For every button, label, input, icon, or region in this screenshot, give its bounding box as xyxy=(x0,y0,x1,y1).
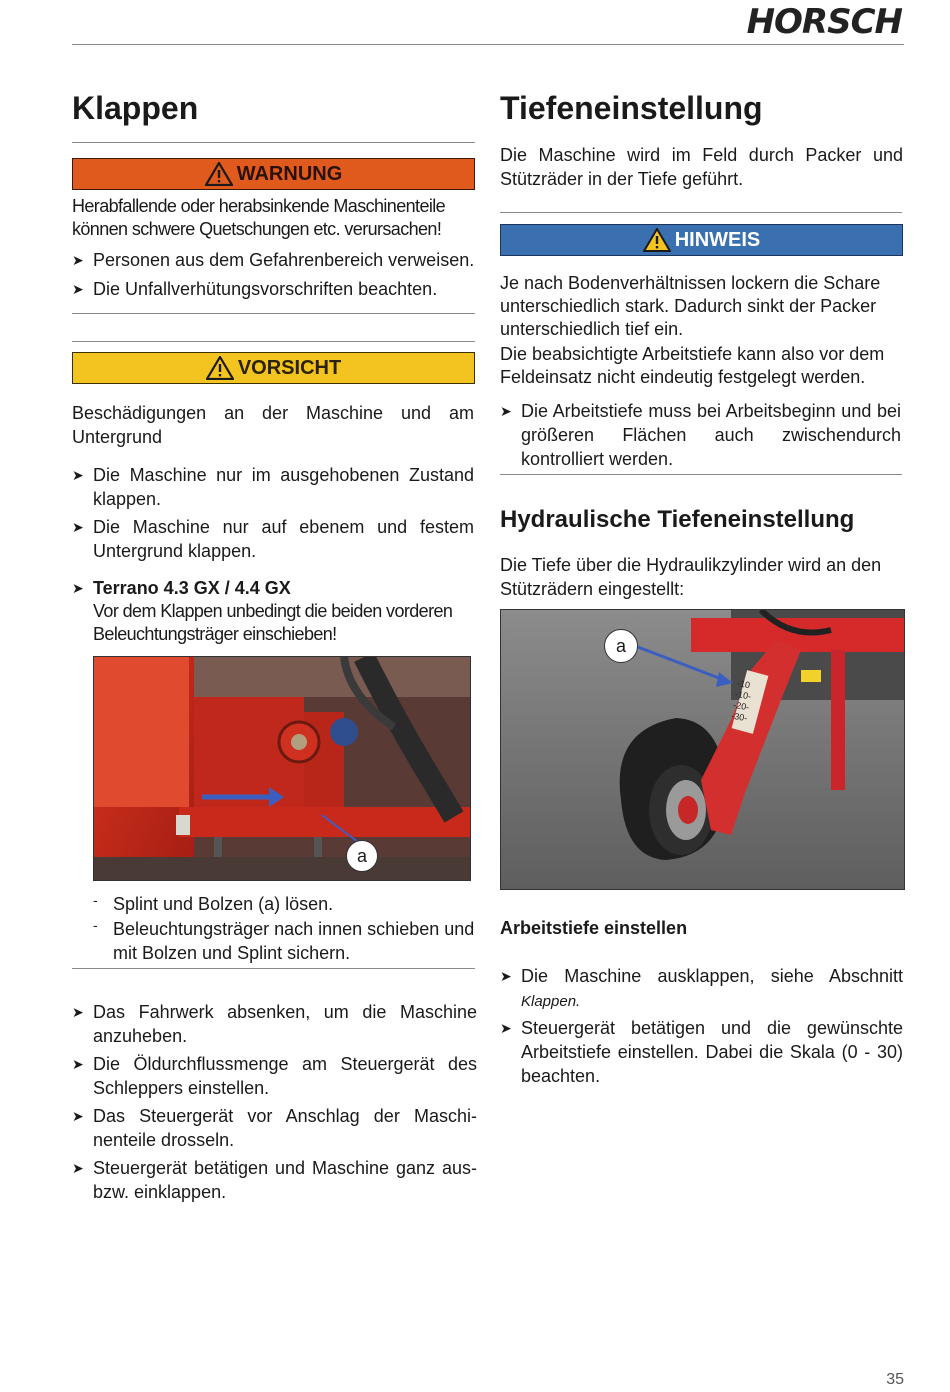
list-item: ➤ Personen aus dem Gefahrenbereich verweisen. xyxy=(72,249,477,273)
step-item: - Splint und Bolzen (a) lösen. xyxy=(93,892,334,914)
arrowhead-bullet-icon: ➤ xyxy=(500,403,512,419)
section-title-tiefeneinstellung: Tiefeneinstellung xyxy=(500,90,763,126)
machine-photo-depth-wheel xyxy=(500,609,905,890)
notice-label: HINWEIS xyxy=(674,228,761,251)
list-item: ➤ Die Maschine ausklappen, siehe Abschnitt Klappen. xyxy=(500,966,903,1010)
arrowhead-bullet-icon: ➤ xyxy=(72,1160,84,1176)
machine-photo-lighting-bracket xyxy=(93,656,471,881)
step-item: - Beleuchtungsträger nach innen schieben und mit Bolzen und Splint sichern. xyxy=(93,917,475,963)
warning-triangle-icon xyxy=(206,356,234,380)
notice-text: Je nach Bodenverhältnissen lockern die Schare unterschiedlich stark. Dadurch sinkt der Packer unterschiedlich tief ein. xyxy=(500,273,881,339)
subsection-title: Hydraulische Tiefeneinstellung xyxy=(500,506,855,533)
divider xyxy=(500,474,902,475)
adjust-heading: Arbeitstiefe einstellen xyxy=(500,918,688,938)
arrowhead-bullet-icon: ➤ xyxy=(72,467,84,483)
list-item: ➤ Das Steuergerät vor Anschlag der Maschi-nenteile drosseln. xyxy=(72,1106,477,1150)
arrowhead-bullet-icon: ➤ xyxy=(72,1056,84,1072)
warning-triangle-icon xyxy=(205,162,233,186)
arrowhead-bullet-icon: ➤ xyxy=(72,252,84,268)
warning-text: Herabfallende oder herabsinkende Maschinenteile können schwere Quetschungen etc. verursachen! xyxy=(72,196,446,239)
section-title-klappen: Klappen xyxy=(72,90,199,126)
caution-text: Beschädigungen an der Maschine und am Untergrund xyxy=(72,403,474,447)
warning-banner xyxy=(72,158,475,190)
intro-text: Die Maschine wird im Feld durch Packer und Stützräder in der Tiefe geführt. xyxy=(500,145,903,189)
caution-banner xyxy=(72,352,475,384)
arrowhead-bullet-icon: ➤ xyxy=(72,1108,84,1124)
notice-banner xyxy=(500,224,903,256)
caution-label: VORSICHT xyxy=(237,356,342,379)
divider xyxy=(500,212,902,213)
page-number: 35 xyxy=(886,1371,904,1388)
arrowhead-bullet-icon: ➤ xyxy=(72,519,84,535)
arrowhead-bullet-icon: ➤ xyxy=(72,1004,84,1020)
divider xyxy=(72,142,475,143)
arrowhead-bullet-icon: ➤ xyxy=(500,1020,512,1036)
header-rule xyxy=(72,44,904,45)
model-heading: Terrano 4.3 GX / 4.4 GX xyxy=(93,578,291,598)
warning-triangle-icon xyxy=(643,228,671,252)
divider xyxy=(72,968,475,969)
arrowhead-bullet-icon: ➤ xyxy=(72,281,84,297)
sub-intro-text: Die Tiefe über die Hydraulikzylinder wird an den Stützrädern eingestellt: xyxy=(500,555,882,599)
horsch-logo: HORSCH xyxy=(746,2,902,42)
list-item: ➤ Steuergerät betätigen und Maschine ganz aus- bzw. einklappen. xyxy=(72,1158,477,1202)
list-item xyxy=(72,577,477,601)
notice-text: Die beabsichtigte Arbeitstiefe kann also vor dem Feldeinsatz nicht eindeutig festgelegt werden. xyxy=(500,344,885,387)
divider xyxy=(72,341,475,342)
list-item: ➤ Die Arbeitstiefe muss bei Arbeitsbeginn und bei größeren Flächen auch zwischendurch kontrolliert werden. xyxy=(500,401,901,469)
callout-a: a xyxy=(346,840,378,872)
arrowhead-bullet-icon: ➤ xyxy=(500,968,512,984)
list-item: ➤ Die Maschine nur im ausgehobenen Zustand klappen. xyxy=(72,465,474,509)
depth-scale: -10 -10- -20- -30- xyxy=(730,678,752,724)
arrowhead-bullet-icon: ➤ xyxy=(72,580,84,596)
list-item: ➤ Das Fahrwerk absenken, um die Maschine anzuheben. xyxy=(72,1002,477,1046)
list-item: ➤ Die Maschine nur auf ebenem und festem Untergrund klappen. xyxy=(72,517,474,561)
list-item: ➤ Die Öldurchflussmenge am Steuergerät des Schleppers einstellen. xyxy=(72,1054,477,1098)
list-item: ➤ Die Unfallverhütungsvorschriften beachten. xyxy=(72,278,477,302)
model-text: Vor dem Klappen unbedingt die beiden vorderen Beleuchtungsträger einschieben! xyxy=(93,601,453,644)
section-reference: Klappen. xyxy=(521,993,581,1010)
warning-label: WARNUNG xyxy=(236,162,343,185)
list-item: ➤ Steuergerät betätigen und die gewünschte Arbeitstiefe einstellen. Dabei die Skala (0 - 30) beachten. xyxy=(500,1018,903,1086)
callout-a: a xyxy=(604,629,638,663)
divider xyxy=(72,313,475,314)
